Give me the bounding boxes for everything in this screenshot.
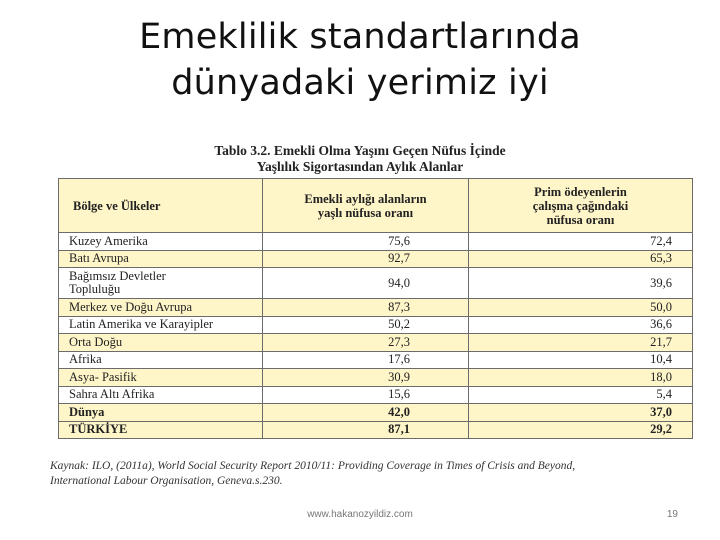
column-header-contributor-ratio xyxy=(469,179,693,233)
pension-ratio-cell: 94,0 xyxy=(263,268,469,299)
table-row xyxy=(59,351,693,369)
column-header-region-label: Bölge ve Ülkeler xyxy=(73,198,161,213)
table-caption-line-1: Tablo 3.2. Emekli Olma Yaşını Geçen Nüfus İçinde xyxy=(214,143,506,158)
contributor-ratio-cell: 5,4 xyxy=(469,386,693,404)
column-header-pension-ratio-line-2: yaşlı nüfusa oranı xyxy=(317,205,414,220)
pension-ratio-cell: 15,6 xyxy=(263,386,469,404)
column-header-region xyxy=(59,179,263,233)
table-caption-line-2: Yaşlılık Sigortasından Aylık Alanlar xyxy=(256,159,464,174)
table-row xyxy=(59,421,693,439)
region-cell: Merkez ve Doğu Avrupa xyxy=(59,299,263,317)
contributor-ratio-cell: 72,4 xyxy=(469,233,693,251)
table-row xyxy=(59,316,693,334)
contributor-ratio-cell: 18,0 xyxy=(469,369,693,387)
region-cell: Dünya xyxy=(59,404,263,422)
contributor-ratio-cell: 10,4 xyxy=(469,351,693,369)
contributor-ratio-cell: 29,2 xyxy=(469,421,693,439)
contributor-ratio-cell: 36,6 xyxy=(469,316,693,334)
region-cell xyxy=(59,268,263,299)
page-number: 19 xyxy=(666,509,678,520)
pension-ratio-cell: 92,7 xyxy=(263,250,469,268)
pension-table-container xyxy=(58,178,692,439)
pension-ratio-cell: 27,3 xyxy=(263,334,469,352)
table-caption xyxy=(140,143,580,175)
contributor-ratio-cell: 37,0 xyxy=(469,404,693,422)
table-row xyxy=(59,386,693,404)
region-cell: TÜRKİYE xyxy=(59,421,263,439)
pension-ratio-cell: 17,6 xyxy=(263,351,469,369)
table-row xyxy=(59,334,693,352)
region-cell-line-2: Topluluğu xyxy=(69,282,121,296)
column-header-pension-ratio xyxy=(263,179,469,233)
region-cell: Orta Doğu xyxy=(59,334,263,352)
column-header-pension-ratio-line-1: Emekli aylığı alanların xyxy=(304,191,427,206)
pension-ratio-cell: 87,1 xyxy=(263,421,469,439)
pension-ratio-cell: 87,3 xyxy=(263,299,469,317)
table-source-line-1: Kaynak: ILO, (2011a), World Social Security Report 2010/11: Providing Coverage in Times of Crisis and Beyond, xyxy=(50,460,576,472)
region-cell: Afrika xyxy=(59,351,263,369)
pension-table xyxy=(58,178,693,439)
region-cell: Batı Avrupa xyxy=(59,250,263,268)
slide-title-line-2: dünyadaki yerimiz iyi xyxy=(171,63,549,103)
region-cell: Asya- Pasifik xyxy=(59,369,263,387)
contributor-ratio-cell: 39,6 xyxy=(469,268,693,299)
table-row xyxy=(59,233,693,251)
slide-title-line-1: Emeklilik standartlarında xyxy=(139,17,581,57)
table-header-row xyxy=(59,179,693,233)
contributor-ratio-cell: 50,0 xyxy=(469,299,693,317)
table-row xyxy=(59,250,693,268)
region-cell: Sahra Altı Afrika xyxy=(59,386,263,404)
table-row xyxy=(59,299,693,317)
table-source-line-2: International Labour Organisation, Geneva.s.230. xyxy=(50,475,283,487)
column-header-contributor-ratio-line-3: nüfusa oranı xyxy=(546,212,615,227)
pension-ratio-cell: 30,9 xyxy=(263,369,469,387)
slide-title xyxy=(0,14,720,106)
table-row xyxy=(59,268,693,299)
contributor-ratio-cell: 21,7 xyxy=(469,334,693,352)
region-cell-line-1: Bağımsız Devletler xyxy=(69,269,166,283)
table-source-note xyxy=(50,459,690,489)
column-header-contributor-ratio-line-2: çalışma çağındaki xyxy=(532,198,629,213)
pension-ratio-cell: 75,6 xyxy=(263,233,469,251)
region-cell: Latin Amerika ve Karayipler xyxy=(59,316,263,334)
contributor-ratio-cell: 65,3 xyxy=(469,250,693,268)
table-row xyxy=(59,369,693,387)
table-row xyxy=(59,404,693,422)
pension-ratio-cell: 42,0 xyxy=(263,404,469,422)
footer-website: www.hakanozyildiz.com xyxy=(307,509,413,520)
column-header-contributor-ratio-line-1: Prim ödeyenlerin xyxy=(534,184,627,199)
region-cell: Kuzey Amerika xyxy=(59,233,263,251)
pension-ratio-cell: 50,2 xyxy=(263,316,469,334)
